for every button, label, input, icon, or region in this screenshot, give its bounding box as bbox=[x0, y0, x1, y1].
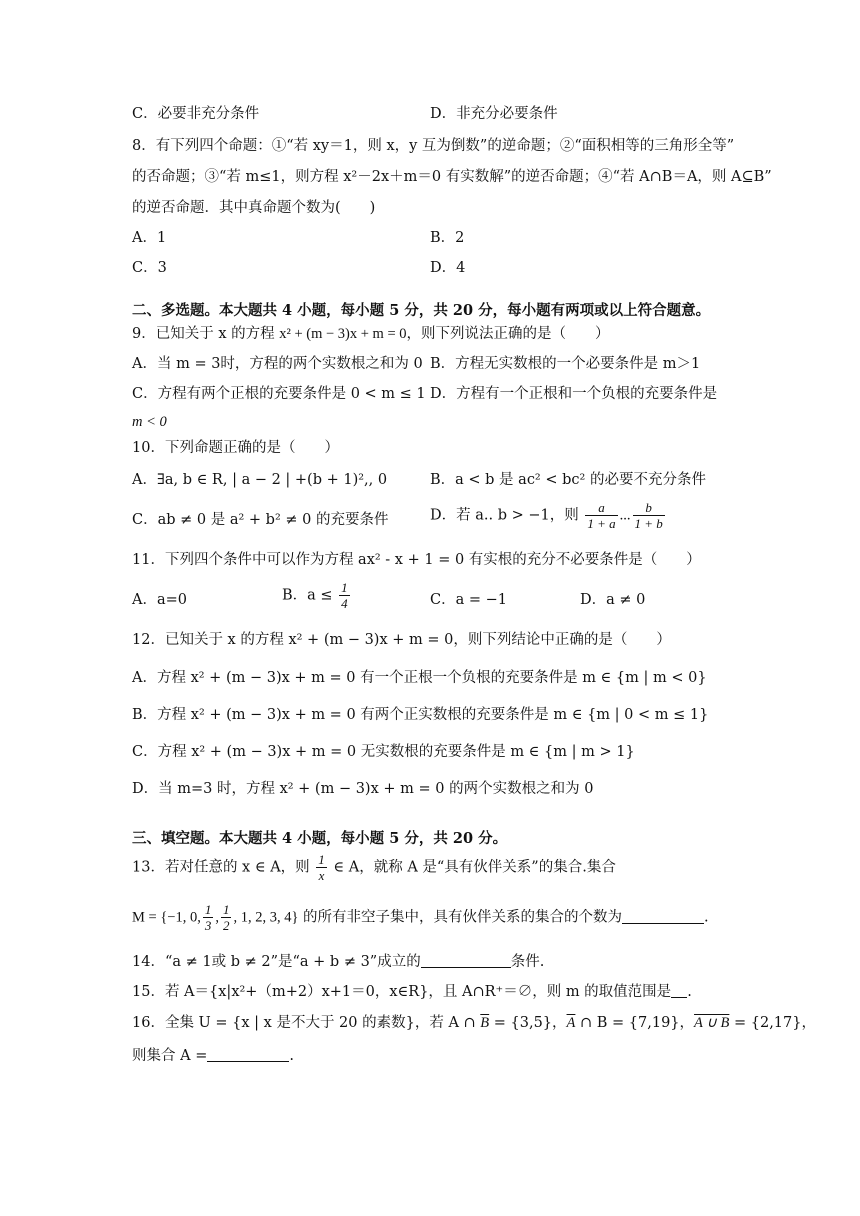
q11-fraction bbox=[339, 580, 350, 611]
q11-stem: 11．下列四个条件中可以作为方程 ax² - x + 1 = 0 有实根的充分不必要条件是（ ） bbox=[132, 552, 701, 568]
q16-part-b: = {3,5}， bbox=[489, 1015, 567, 1031]
q9-stem-prefix: 9．已知关于 x 的方程 bbox=[132, 326, 275, 342]
q8-option-c: C．3 bbox=[132, 260, 167, 276]
q7-option-c: C．必要非充分条件 bbox=[132, 106, 260, 122]
q11-option-b bbox=[282, 580, 352, 611]
q8-stem-line1: 8．有下列四个命题：①“若 xy＝1，则 x，y 互为倒数”的逆命题；②“面积相等的三角形全等” bbox=[132, 138, 735, 154]
q13-set-start: M = {−1, 0, bbox=[132, 909, 201, 926]
q16-part-a: 16．全集 U = {x | x 是不大于 20 的素数}，若 A ∩ bbox=[132, 1015, 481, 1031]
q8-option-b: B．2 bbox=[430, 230, 465, 246]
q12-option-a: A．方程 x² + (m − 3)x + m = 0 有一个正根一个负根的充要条件是 m ∈ {m | m < 0} bbox=[132, 670, 707, 686]
q13-end: . bbox=[704, 909, 709, 926]
q11-option-d: D．a ≠ 0 bbox=[580, 592, 646, 608]
q12-stem: 12．已知关于 x 的方程 x² + (m − 3)x + m = 0，则下列结论中正确的是（ ） bbox=[132, 632, 671, 648]
q14-end: 条件. bbox=[510, 954, 545, 970]
q13-fraction-numerator: 1 bbox=[318, 852, 325, 867]
q14 bbox=[132, 952, 544, 972]
q16-complement-b: $\overline{B}$ bbox=[480, 1015, 490, 1031]
q16-complement-a: $\overline{A}$ bbox=[566, 1015, 576, 1031]
q11-option-b-prefix: B．a ≤ bbox=[282, 587, 333, 604]
q7-option-d: D．非充分必要条件 bbox=[430, 106, 558, 122]
q9-equation: x² + (m − 3)x + m = 0 bbox=[279, 326, 407, 342]
q13-set-fraction-1-denominator: 3 bbox=[204, 918, 212, 933]
q10-fraction-a-denominator: 1 + a bbox=[587, 516, 616, 531]
q16-part-c: ∩ B = {7,19}， bbox=[575, 1015, 695, 1031]
q16-end: . bbox=[289, 1048, 294, 1064]
q13-set-fraction-1-numerator: 1 bbox=[204, 902, 212, 917]
q10-option-c: C．ab ≠ 0 是 a² + b² ≠ 0 的充要条件 bbox=[132, 512, 389, 528]
q12-option-b: B．方程 x² + (m − 3)x + m = 0 有两个正实数根的充要条件是 m ∈ {m | 0 < m ≤ 1} bbox=[132, 707, 709, 723]
q8-stem-line2: 的否命题；③“若 m≤1，则方程 x²－2x＋m＝0 有实数解”的逆否命题；④“若 A∩B＝A，则 A⊆B” bbox=[132, 169, 772, 185]
q12-option-d: D．当 m=3 时，方程 x² + (m − 3)x + m = 0 的两个实数根之和为 0 bbox=[132, 781, 594, 797]
q9-option-a: A．当 m = 3时，方程的两个实数根之和为 0 bbox=[132, 356, 423, 372]
q9-option-c: C．方程有两个正根的充要条件是 0 < m ≤ 1 bbox=[132, 386, 426, 402]
q13-fraction-denominator: x bbox=[318, 868, 325, 883]
q13-set-fraction-2-denominator: 2 bbox=[222, 918, 230, 933]
q13-set-fraction-2 bbox=[221, 902, 232, 933]
q8-option-a: A．1 bbox=[132, 230, 167, 246]
q8-stem-line3: 的逆否命题．其中真命题个数为( ) bbox=[132, 200, 376, 216]
q11-option-c: C．a = −1 bbox=[430, 592, 507, 608]
q13-set: M = {−1, 0, $\frac{1}{3}$ , $\frac{1}{2}$ , 1, 2, 3, 4} 的所有非空子集中，具有伙伴关系的集合的个数为 . bbox=[132, 902, 709, 933]
q13-fraction bbox=[316, 852, 327, 883]
q16-line1 bbox=[132, 1013, 816, 1033]
q13-stem-suffix: ∈ A，就称 A 是“具有伙伴关系”的集合.集合 bbox=[333, 859, 616, 876]
q16-complement-union: A ∪ B bbox=[694, 1015, 730, 1031]
q10-option-b: B．a < b 是 ac² < bc² 的必要不充分条件 bbox=[430, 472, 706, 488]
q10-option-d bbox=[430, 500, 667, 531]
q10-fraction-b-denominator: 1 + b bbox=[634, 516, 663, 531]
q13-set-fraction-2-numerator: 1 bbox=[222, 902, 230, 917]
q9-stem bbox=[132, 324, 610, 344]
q9-option-d-continued: m < 0 bbox=[132, 414, 167, 430]
q10-stem: 10．下列命题正确的是（ ） bbox=[132, 440, 339, 456]
q14-answer-blank[interactable] bbox=[421, 952, 511, 968]
q10-option-d-relation: ... bbox=[619, 507, 631, 524]
q15-answer-blank[interactable] bbox=[671, 982, 687, 998]
q13-tail: 的所有非空子集中，具有伙伴关系的集合的个数为 bbox=[303, 909, 623, 926]
q11-option-a: A．a=0 bbox=[132, 592, 187, 608]
q15-end: . bbox=[687, 984, 692, 1000]
q8-option-d: D．4 bbox=[430, 260, 466, 276]
q11-fraction-denominator: 4 bbox=[341, 596, 348, 611]
q13-answer-blank[interactable] bbox=[622, 908, 704, 924]
q13-set-fraction-1 bbox=[203, 902, 214, 933]
q16-answer-blank[interactable] bbox=[207, 1046, 289, 1062]
q11-fraction-numerator: 1 bbox=[341, 580, 348, 595]
q13-set-end: , 1, 2, 3, 4} bbox=[233, 909, 299, 926]
q9-stem-suffix: ，则下列说法正确的是（ ） bbox=[406, 326, 610, 342]
q10-option-d-prefix: D．若 a.. b > −1，则 bbox=[430, 507, 579, 524]
q10-fraction-a bbox=[585, 500, 617, 531]
q10-option-a: A．∃a, b ∈ R, | a − 2 | +(b + 1)²,, 0 bbox=[132, 472, 388, 488]
q14-stem: 14．“a ≠ 1或 b ≠ 2”是“a + b ≠ 3”成立的 bbox=[132, 954, 421, 970]
q10-fraction-a-numerator: a bbox=[585, 500, 617, 516]
section-3-heading: 三、填空题。本大题共 4 小题，每小题 5 分，共 20 分。 bbox=[132, 830, 508, 847]
q9-option-d: D．方程有一个正根和一个负根的充要条件是 bbox=[430, 386, 718, 402]
q10-fraction-b bbox=[633, 500, 665, 531]
q15-stem: 15．若 A＝{x|x²+（m+2）x+1＝0，x∈R}，且 A∩R⁺＝∅，则 m 的取值范围是 bbox=[132, 984, 672, 1000]
q12-option-c: C．方程 x² + (m − 3)x + m = 0 无实数根的充要条件是 m ∈ {m | m > 1} bbox=[132, 744, 635, 760]
q13-stem-prefix: 13．若对任意的 x ∈ A，则 bbox=[132, 859, 310, 876]
q13-stem bbox=[132, 852, 616, 883]
q10-fraction-b-numerator: b bbox=[633, 500, 665, 516]
q15 bbox=[132, 982, 692, 1002]
section-2-heading: 二、多选题。本大题共 4 小题，每小题 5 分，共 20 分，每小题有两项或以上符合题意。 bbox=[132, 302, 711, 319]
q16-part-d: = {2,17}， bbox=[729, 1015, 816, 1031]
q16-line2 bbox=[132, 1046, 294, 1066]
q9-option-b: B．方程无实数根的一个必要条件是 m＞1 bbox=[430, 356, 701, 372]
q16-line2-prefix: 则集合 A = bbox=[132, 1048, 208, 1064]
